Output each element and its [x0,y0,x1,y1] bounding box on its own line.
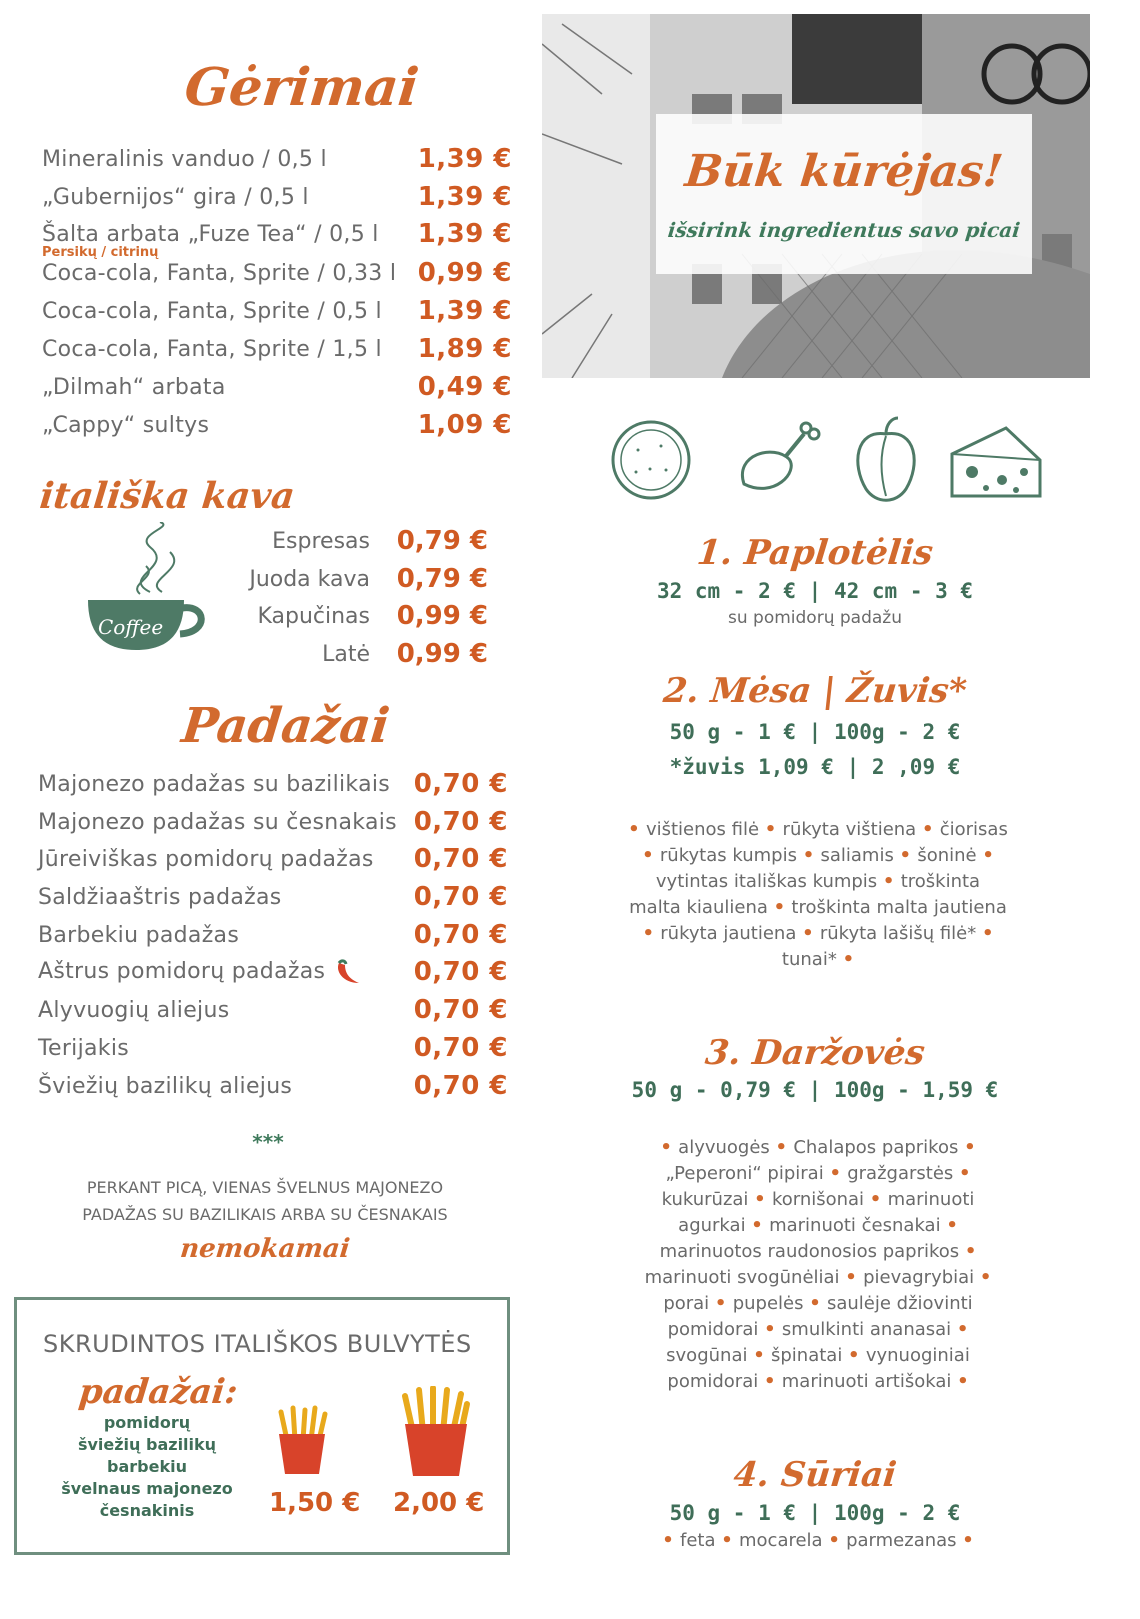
ingredient-item: saulėje džiovinti pomidorai [667,1293,973,1340]
item-name: Kapučinas [257,603,370,629]
bullet: • [660,1137,679,1158]
bullet: • [845,1267,864,1288]
list-item: česnakinis [99,1501,195,1520]
bullet: • [763,1371,782,1392]
bullet: • [802,845,821,866]
ingredient-item: porai [663,1293,715,1314]
item-name: Majonezo padažas su česnakais [38,809,397,835]
step-price: 32 cm - 2 € | 42 cm - 3 € [656,579,974,603]
list-item: barbekiu [107,1457,187,1476]
ingredient-item: marinuotos raudonosios paprikos [659,1241,965,1262]
item-name: Terijakis [38,1035,130,1061]
ingredient-list [628,1528,1008,1554]
list-item: švelnaus majonezo [61,1479,233,1498]
bullet: • [809,1293,827,1314]
item-price: 0,99 € [396,601,488,631]
item-name: Latė [322,641,370,667]
bullet: • [964,1137,976,1158]
item-name: Šalta arbata „Fuze Tea“ / 0,5 l [42,221,379,247]
item-price: 0,70 € [413,995,508,1025]
menu-item [42,179,512,215]
menu-item [238,636,488,672]
ingredient-item: marinuoti svogūnėliai [644,1267,846,1288]
bullet: • [828,1530,847,1551]
ingredient-list [628,817,1008,973]
bell-pepper-icon [846,414,926,504]
bullet: • [921,819,940,840]
item-name: Coca-cola, Fanta, Sprite / 0,33 l [42,260,397,286]
ingredient-item: Chalapos paprikos [793,1137,965,1158]
menu-item [238,561,488,597]
ingredient-item: marinuoti česnakai [769,1215,947,1236]
pizza-dough-icon [606,414,696,504]
ingredient-item: pievagrybiai [863,1267,980,1288]
item-name: Coca-cola, Fanta, Sprite / 0,5 l [42,298,382,324]
item-price: 1,09 € [417,410,512,440]
cup-label: Coffee [98,615,164,639]
item-name: Espresas [272,528,370,554]
menu-item [42,369,512,405]
ingredient-item: troškinta malta jautiena [791,897,1007,918]
bullet: • [899,845,918,866]
bullet: • [964,1241,977,1262]
step-title: 1. Paplotėlis [695,533,935,573]
ingredient-item: rūkytas kumpis [659,845,803,866]
item-name: „Cappy“ sultys [42,412,210,438]
ingredient-item: alyvuogės [678,1137,776,1158]
item-price: 0,70 € [413,920,508,950]
bullet: • [764,819,783,840]
menu-item [38,917,508,953]
promo-free: nemokamai [178,1234,352,1264]
promo-line: PERKANT PICĄ, VIENAS ŠVELNUS MAJONEZO [86,1178,444,1197]
ingredient-item: parmezanas [846,1530,963,1551]
item-price: 0,79 € [396,526,488,556]
item-name: Coca-cola, Fanta, Sprite / 1,5 l [42,336,382,362]
bullet: • [753,1345,771,1366]
ingredient-item: feta [679,1530,722,1551]
item-name: Šviežių bazilikų aliejus [38,1073,293,1099]
item-price: 1,39 € [417,144,512,174]
step-price-fish: *žuvis 1,09 € | 2 ,09 € [669,755,961,779]
bullet: • [842,949,855,970]
ingredient-item: rūkyta jautiena [660,923,803,944]
fries-large-icon [401,1386,471,1476]
menu-item [38,841,508,877]
ingredient-item: mocarela [739,1530,829,1551]
item-price: 0,99 € [396,639,488,669]
ingredient-item: marinuoti agurkai [678,1189,975,1236]
item-price: 0,70 € [413,844,508,874]
item-price: 0,79 € [396,564,488,594]
item-name: „Gubernijos“ gira / 0,5 l [42,184,309,210]
menu-item [38,804,508,840]
builder-subtitle: išsirink ingredientus savo picai [666,218,1022,242]
menu-item [42,255,512,291]
item-price: 1,39 € [417,182,512,212]
coffee-title: itališka kava [37,475,297,517]
ingredient-item: saliamis [820,845,900,866]
promo-line: PADAŽAS SU BAZILIKAIS ARBA SU ČESNAKAIS [82,1205,448,1224]
item-name: Mineralinis vanduo / 0,5 l [42,146,327,172]
item-price: 1,39 € [417,219,512,249]
bullet: • [721,1530,739,1551]
bullet: • [773,897,792,918]
ingredient-item: marinuoti artišokai [781,1371,958,1392]
ingredient-item: troškinta malta kiauliena [629,871,981,918]
menu-item [38,1030,508,1066]
item-name: Saldžiaaštris padažas [38,884,282,910]
item-price: 1,89 € [417,334,512,364]
bullet: • [882,871,901,892]
bullet: • [957,1371,969,1392]
fries-small-icon [275,1404,329,1474]
menu-item [42,331,512,367]
ingredient-item: špinatai [770,1345,849,1366]
bullet: • [751,1215,770,1236]
menu-item [42,141,512,177]
coffee-cup-icon [80,522,210,662]
ingredient-item: čiorisas [939,819,1008,840]
list-item: šviežių bazilikų [77,1435,217,1454]
step-title: 3. Daržovės [703,1033,927,1073]
item-price: 0,70 € [413,957,508,987]
fries-box [14,1297,510,1555]
item-price: 0,70 € [413,1033,508,1063]
promo-text [40,1174,490,1228]
bullet: • [628,819,646,840]
ingredient-icons [606,414,1046,504]
bullet: • [959,1163,971,1184]
ingredient-item: rūkyta vištiena [782,819,922,840]
item-price: 0,70 € [413,769,508,799]
menu-item [42,407,512,443]
bullet: • [946,1215,958,1236]
ingredient-item: smulkinti ananasai [781,1319,957,1340]
ingredient-item: svogūnai [666,1345,754,1366]
item-price: 0,70 € [413,882,508,912]
bullet: • [829,1163,848,1184]
fries-title: SKRUDINTOS ITALIŠKOS BULVYTĖS [43,1330,472,1358]
list-item: pomidorų [103,1413,191,1432]
bullet: • [956,1319,969,1340]
tea-flavor-note: Persikų / citrinų [42,245,159,260]
fries-sauces-title: padažai: [76,1372,240,1412]
ingredient-list [628,1135,1008,1395]
item-name: Majonezo padažas su bazilikais [38,771,391,797]
ingredient-item: kukurūzai [661,1189,755,1210]
ingredient-item: vynuoginiai pomidorai [667,1345,970,1392]
menu-item [238,598,488,634]
chili-pepper-icon [333,959,363,985]
item-name: „Dilmah“ arbata [42,374,226,400]
step-note: su pomidorų padažu [728,608,902,628]
divider-stars: *** [252,1130,284,1154]
bullet: • [869,1189,888,1210]
item-price: 0,49 € [417,372,512,402]
item-name [38,959,363,985]
menu-item [38,992,508,1028]
bullet: • [775,1137,794,1158]
ingredient-item: kornišonai [771,1189,870,1210]
bullet: • [662,1530,680,1551]
step-title: 2. Mėsa | Žuvis* [661,671,969,711]
chicken-leg-icon [734,414,824,504]
bullet: • [802,923,820,944]
ingredient-item: tunai* [781,949,843,970]
menu-item [238,523,488,559]
item-price: 1,39 € [417,296,512,326]
bullet: • [642,845,660,866]
bullet: • [754,1189,772,1210]
bullet: • [979,1267,992,1288]
ingredient-item: vytintas itališkas kumpis [655,871,883,892]
item-price: 0,99 € [417,258,512,288]
ingredient-item: gražgarstės [847,1163,959,1184]
fries-price-small: 1,50 € [269,1488,361,1518]
bullet: • [981,923,994,944]
step-price: 50 g - 1 € | 100g - 2 € [669,720,961,744]
menu-item [38,954,508,990]
item-name-text: Aštrus pomidorų padažas [38,959,326,984]
ingredient-item: pupelės [732,1293,810,1314]
item-price: 0,70 € [413,1071,508,1101]
step-title: 4. Sūriai [731,1455,899,1495]
ingredient-item: rūkyta lašišų filė* [819,923,982,944]
item-name: Alyvuogių aliejus [38,997,230,1023]
fries-price-large: 2,00 € [393,1488,485,1518]
menu-item [42,293,512,329]
drinks-title: Gėrimai [181,57,422,118]
bullet: • [962,1530,974,1551]
item-name: Barbekiu padažas [38,922,240,948]
item-name: Jūreiviškas pomidorų padažas [38,846,374,872]
bullet: • [848,1345,866,1366]
sauces-title: Padažai [179,698,393,754]
step-price: 50 g - 1 € | 100g - 2 € [669,1501,961,1525]
menu-item [38,766,508,802]
builder-card [656,114,1032,274]
bullet: • [764,1319,782,1340]
builder-title: Būk kūrėjas! [682,146,1006,197]
fries-sauce-list [57,1412,237,1522]
cheese-icon [946,414,1046,504]
bullet: • [982,845,994,866]
ingredient-item: šoninė [917,845,983,866]
bullet: • [642,923,661,944]
menu-item [38,879,508,915]
ingredient-item: vištienos filė [645,819,765,840]
menu-item [38,1068,508,1104]
bullet: • [714,1293,733,1314]
ingredient-item: „Peperoni“ pipirai [665,1163,830,1184]
item-price: 0,70 € [413,807,508,837]
step-price: 50 g - 0,79 € | 100g - 1,59 € [631,1078,999,1102]
item-name: Juoda kava [249,566,370,592]
